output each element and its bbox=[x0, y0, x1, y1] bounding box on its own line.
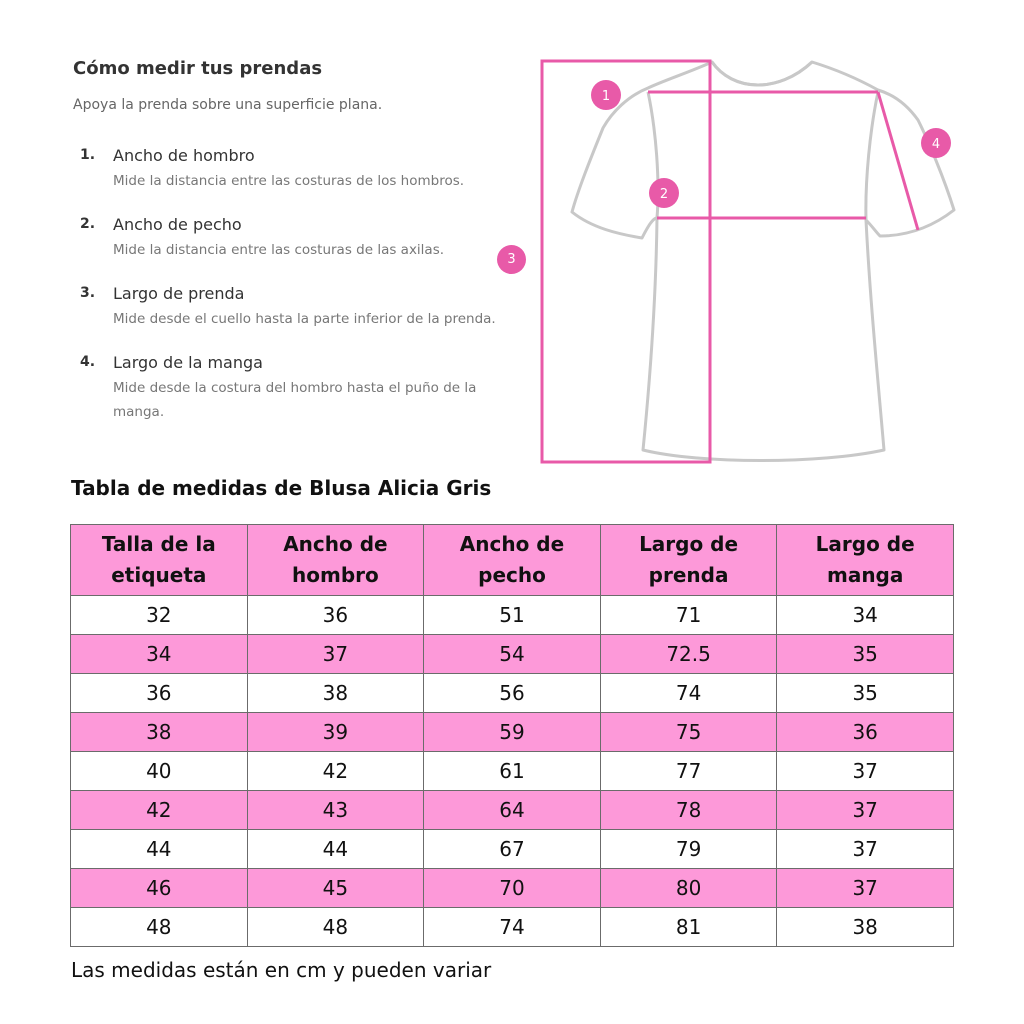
marker-3: 3 bbox=[497, 245, 526, 274]
table-cell: 35 bbox=[777, 635, 954, 674]
table-row bbox=[71, 791, 954, 830]
table-cell: 36 bbox=[71, 674, 248, 713]
guide-subtitle: Apoya la prenda sobre una superficie plana. bbox=[73, 97, 383, 113]
table-cell: 39 bbox=[247, 713, 424, 752]
table-row bbox=[71, 635, 954, 674]
step-title: Largo de la manga bbox=[113, 353, 263, 372]
step-number: 3. bbox=[80, 285, 96, 301]
table-cell: 44 bbox=[71, 830, 248, 869]
table-cell: 37 bbox=[777, 830, 954, 869]
table-row bbox=[71, 674, 954, 713]
table-cell: 74 bbox=[424, 908, 601, 947]
table-cell: 79 bbox=[600, 830, 777, 869]
table-cell: 48 bbox=[71, 908, 248, 947]
table-cell: 70 bbox=[424, 869, 601, 908]
table-cell: 77 bbox=[600, 752, 777, 791]
step-description: Mide la distancia entre las costuras de las axilas. bbox=[113, 242, 445, 258]
table-cell: 34 bbox=[777, 596, 954, 635]
step-description: Mide desde la costura del hombro hasta el puño de la manga. bbox=[113, 380, 477, 420]
header-cell: Largo de manga bbox=[777, 525, 954, 596]
step-shoulder-width bbox=[73, 146, 513, 193]
table-cell: 64 bbox=[424, 791, 601, 830]
table-cell: 40 bbox=[71, 752, 248, 791]
marker-4 bbox=[921, 128, 951, 158]
table-cell: 42 bbox=[247, 752, 424, 791]
table-cell: 45 bbox=[247, 869, 424, 908]
table-cell: 38 bbox=[71, 713, 248, 752]
t-shirt-outline bbox=[572, 62, 954, 461]
table-cell: 38 bbox=[247, 674, 424, 713]
table-cell: 46 bbox=[71, 869, 248, 908]
step-number: 1. bbox=[80, 147, 96, 163]
table-cell: 48 bbox=[247, 908, 424, 947]
marker-2 bbox=[649, 178, 679, 208]
step-sleeve-length bbox=[73, 353, 513, 424]
table-cell: 72.5 bbox=[600, 635, 777, 674]
step-chest-width bbox=[73, 215, 513, 262]
table-cell: 44 bbox=[247, 830, 424, 869]
table-cell: 74 bbox=[600, 674, 777, 713]
units-footnote: Las medidas están en cm y pueden variar bbox=[71, 958, 492, 982]
header-cell: Largo de prenda bbox=[600, 525, 777, 596]
step-garment-length bbox=[73, 284, 513, 331]
table-row bbox=[71, 713, 954, 752]
step-number: 4. bbox=[80, 354, 96, 370]
table-cell: 43 bbox=[247, 791, 424, 830]
table-cell: 42 bbox=[71, 791, 248, 830]
table-header-row bbox=[71, 525, 954, 596]
header-cell: Talla de la etiqueta bbox=[71, 525, 248, 596]
table-cell: 59 bbox=[424, 713, 601, 752]
table-cell: 36 bbox=[247, 596, 424, 635]
table-row bbox=[71, 752, 954, 791]
header-cell: Ancho de hombro bbox=[247, 525, 424, 596]
svg-text:2: 2 bbox=[659, 187, 669, 202]
step-title: Ancho de hombro bbox=[113, 146, 255, 165]
header-cell: Ancho de pecho bbox=[424, 525, 601, 596]
table-cell: 56 bbox=[424, 674, 601, 713]
table-cell: 35 bbox=[777, 674, 954, 713]
marker-1 bbox=[591, 80, 621, 110]
table-cell: 37 bbox=[777, 869, 954, 908]
table-cell: 54 bbox=[424, 635, 601, 674]
table-row bbox=[71, 830, 954, 869]
step-title: Ancho de pecho bbox=[113, 215, 242, 234]
table-cell: 80 bbox=[600, 869, 777, 908]
table-cell: 75 bbox=[600, 713, 777, 752]
table-cell: 32 bbox=[71, 596, 248, 635]
table-cell: 81 bbox=[600, 908, 777, 947]
table-cell: 37 bbox=[777, 752, 954, 791]
table-row bbox=[71, 869, 954, 908]
size-table bbox=[70, 524, 954, 947]
table-cell: 37 bbox=[247, 635, 424, 674]
measurement-steps bbox=[73, 146, 513, 424]
step-title: Largo de prenda bbox=[113, 284, 245, 303]
table-cell: 78 bbox=[600, 791, 777, 830]
table-cell: 61 bbox=[424, 752, 601, 791]
table-cell: 71 bbox=[600, 596, 777, 635]
step-description: Mide desde el cuello hasta la parte inferior de la prenda. bbox=[113, 311, 496, 327]
measurement-guide bbox=[73, 58, 513, 446]
table-cell: 51 bbox=[424, 596, 601, 635]
table-cell: 67 bbox=[424, 830, 601, 869]
table-row bbox=[71, 908, 954, 947]
table-cell: 36 bbox=[777, 713, 954, 752]
table-cell: 37 bbox=[777, 791, 954, 830]
size-table-title: Tabla de medidas de Blusa Alicia Gris bbox=[71, 476, 492, 500]
step-number: 2. bbox=[80, 216, 96, 232]
guide-title: Cómo medir tus prendas bbox=[73, 58, 323, 79]
svg-text:4: 4 bbox=[931, 137, 941, 152]
svg-text:1: 1 bbox=[601, 89, 611, 104]
table-row bbox=[71, 596, 954, 635]
table-cell: 34 bbox=[71, 635, 248, 674]
table-cell: 38 bbox=[777, 908, 954, 947]
step-description: Mide la distancia entre las costuras de los hombros. bbox=[113, 173, 465, 189]
t-shirt-measurement-icon bbox=[530, 50, 970, 470]
